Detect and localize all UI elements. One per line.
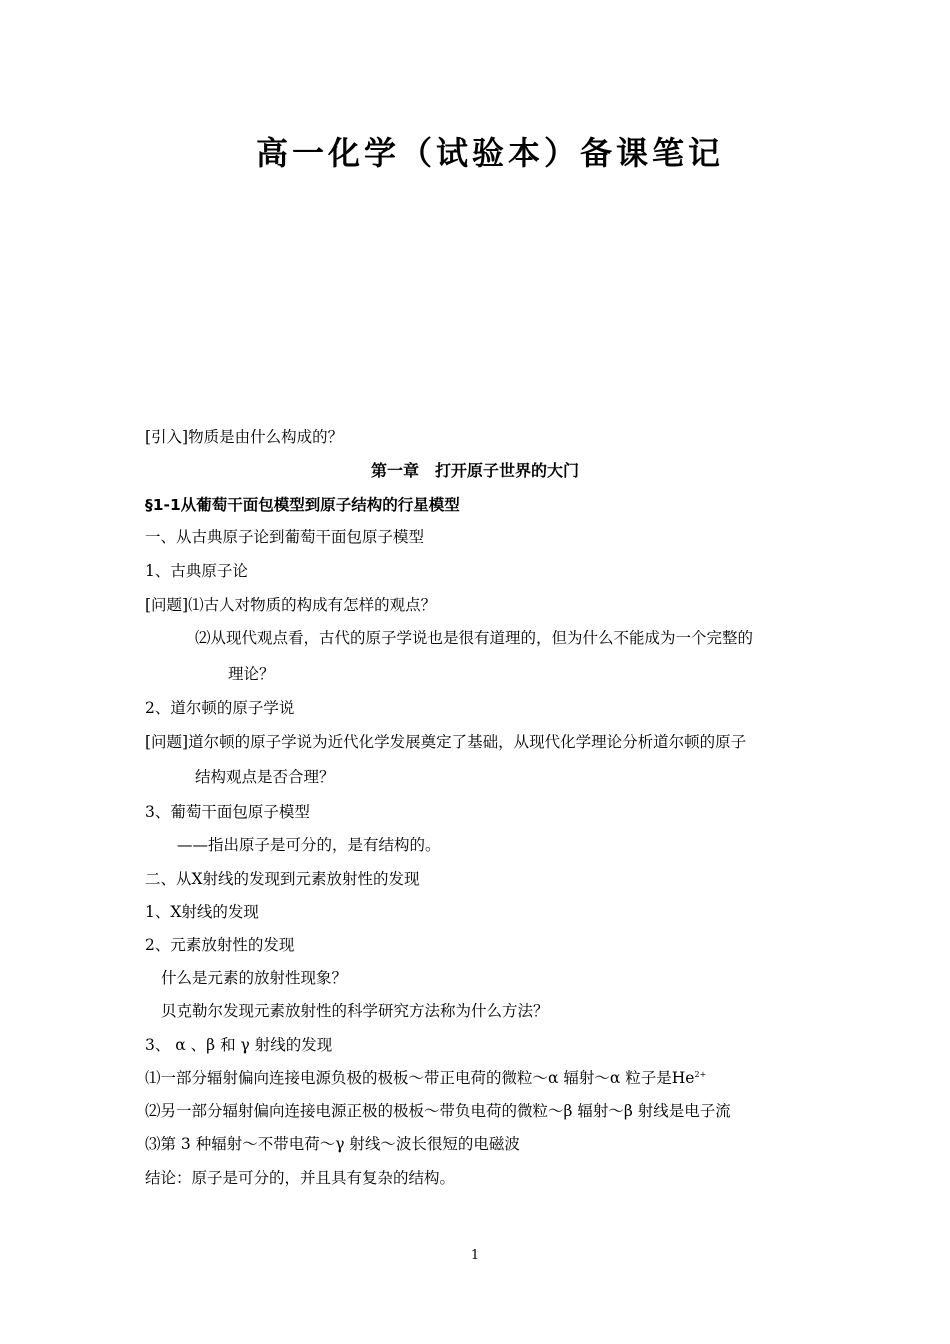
text-line: 什么是元素的放射性现象？	[161, 969, 348, 987]
text-line: 3、葡萄干面包原子模型	[145, 803, 310, 821]
intro-question: [引入]物质是由什么构成的？	[145, 428, 344, 446]
text-line: 结构观点是否合理？	[195, 768, 335, 786]
text-line: 2、元素放射性的发现	[145, 936, 295, 954]
text-line: ——指出原子是可分的，是有结构的。	[177, 836, 441, 854]
text-line: 1、X射线的发现	[145, 903, 259, 921]
document-title: 高一化学（试验本）备课笔记	[255, 134, 724, 172]
text-line: 理论？	[228, 665, 275, 683]
he-charge: 2+	[694, 1070, 707, 1079]
text-line: 一、从古典原子论到葡萄干面包原子模型	[145, 528, 425, 546]
chapter-heading: 第一章 打开原子世界的大门	[370, 461, 579, 480]
text-line: [问题]⑴古人对物质的构成有怎样的观点？	[145, 596, 437, 614]
text-line: 1、古典原子论	[145, 562, 248, 580]
alpha-text: ⑴一部分辐射偏向连接电源负极的极板～带正电荷的微粒～α 辐射～α 粒子是He	[145, 1069, 695, 1087]
text-line: ⑵另一部分辐射偏向连接电源正极的极板～带负电荷的微粒～β 辐射～β 射线是电子流	[145, 1102, 731, 1120]
text-line: [问题]道尔顿的原子学说为近代化学发展奠定了基础，从现代化学理论分析道尔顿的原子	[145, 733, 747, 751]
text-line: 2、道尔顿的原子学说	[145, 699, 295, 717]
section-heading: §1-1从葡萄干面包模型到原子结构的行星模型	[145, 496, 460, 514]
text-line: 3、 α 、β 和 γ 射线的发现	[145, 1036, 333, 1054]
text-line: 二、从X射线的发现到元素放射性的发现	[145, 870, 420, 888]
text-line-alpha	[145, 1068, 706, 1088]
page-number: 1	[470, 1248, 480, 1263]
text-line: 贝克勒尔发现元素放射性的科学研究方法称为什么方法？	[161, 1002, 549, 1020]
text-line: ⑶第 3 种辐射～不带电荷～γ 射线～波长很短的电磁波	[145, 1135, 520, 1153]
conclusion-line: 结论：原子是可分的，并且具有复杂的结构。	[145, 1169, 456, 1187]
text-line: ⑵从现代观点看，古代的原子学说也是很有道理的，但为什么不能成为一个完整的	[195, 629, 754, 647]
